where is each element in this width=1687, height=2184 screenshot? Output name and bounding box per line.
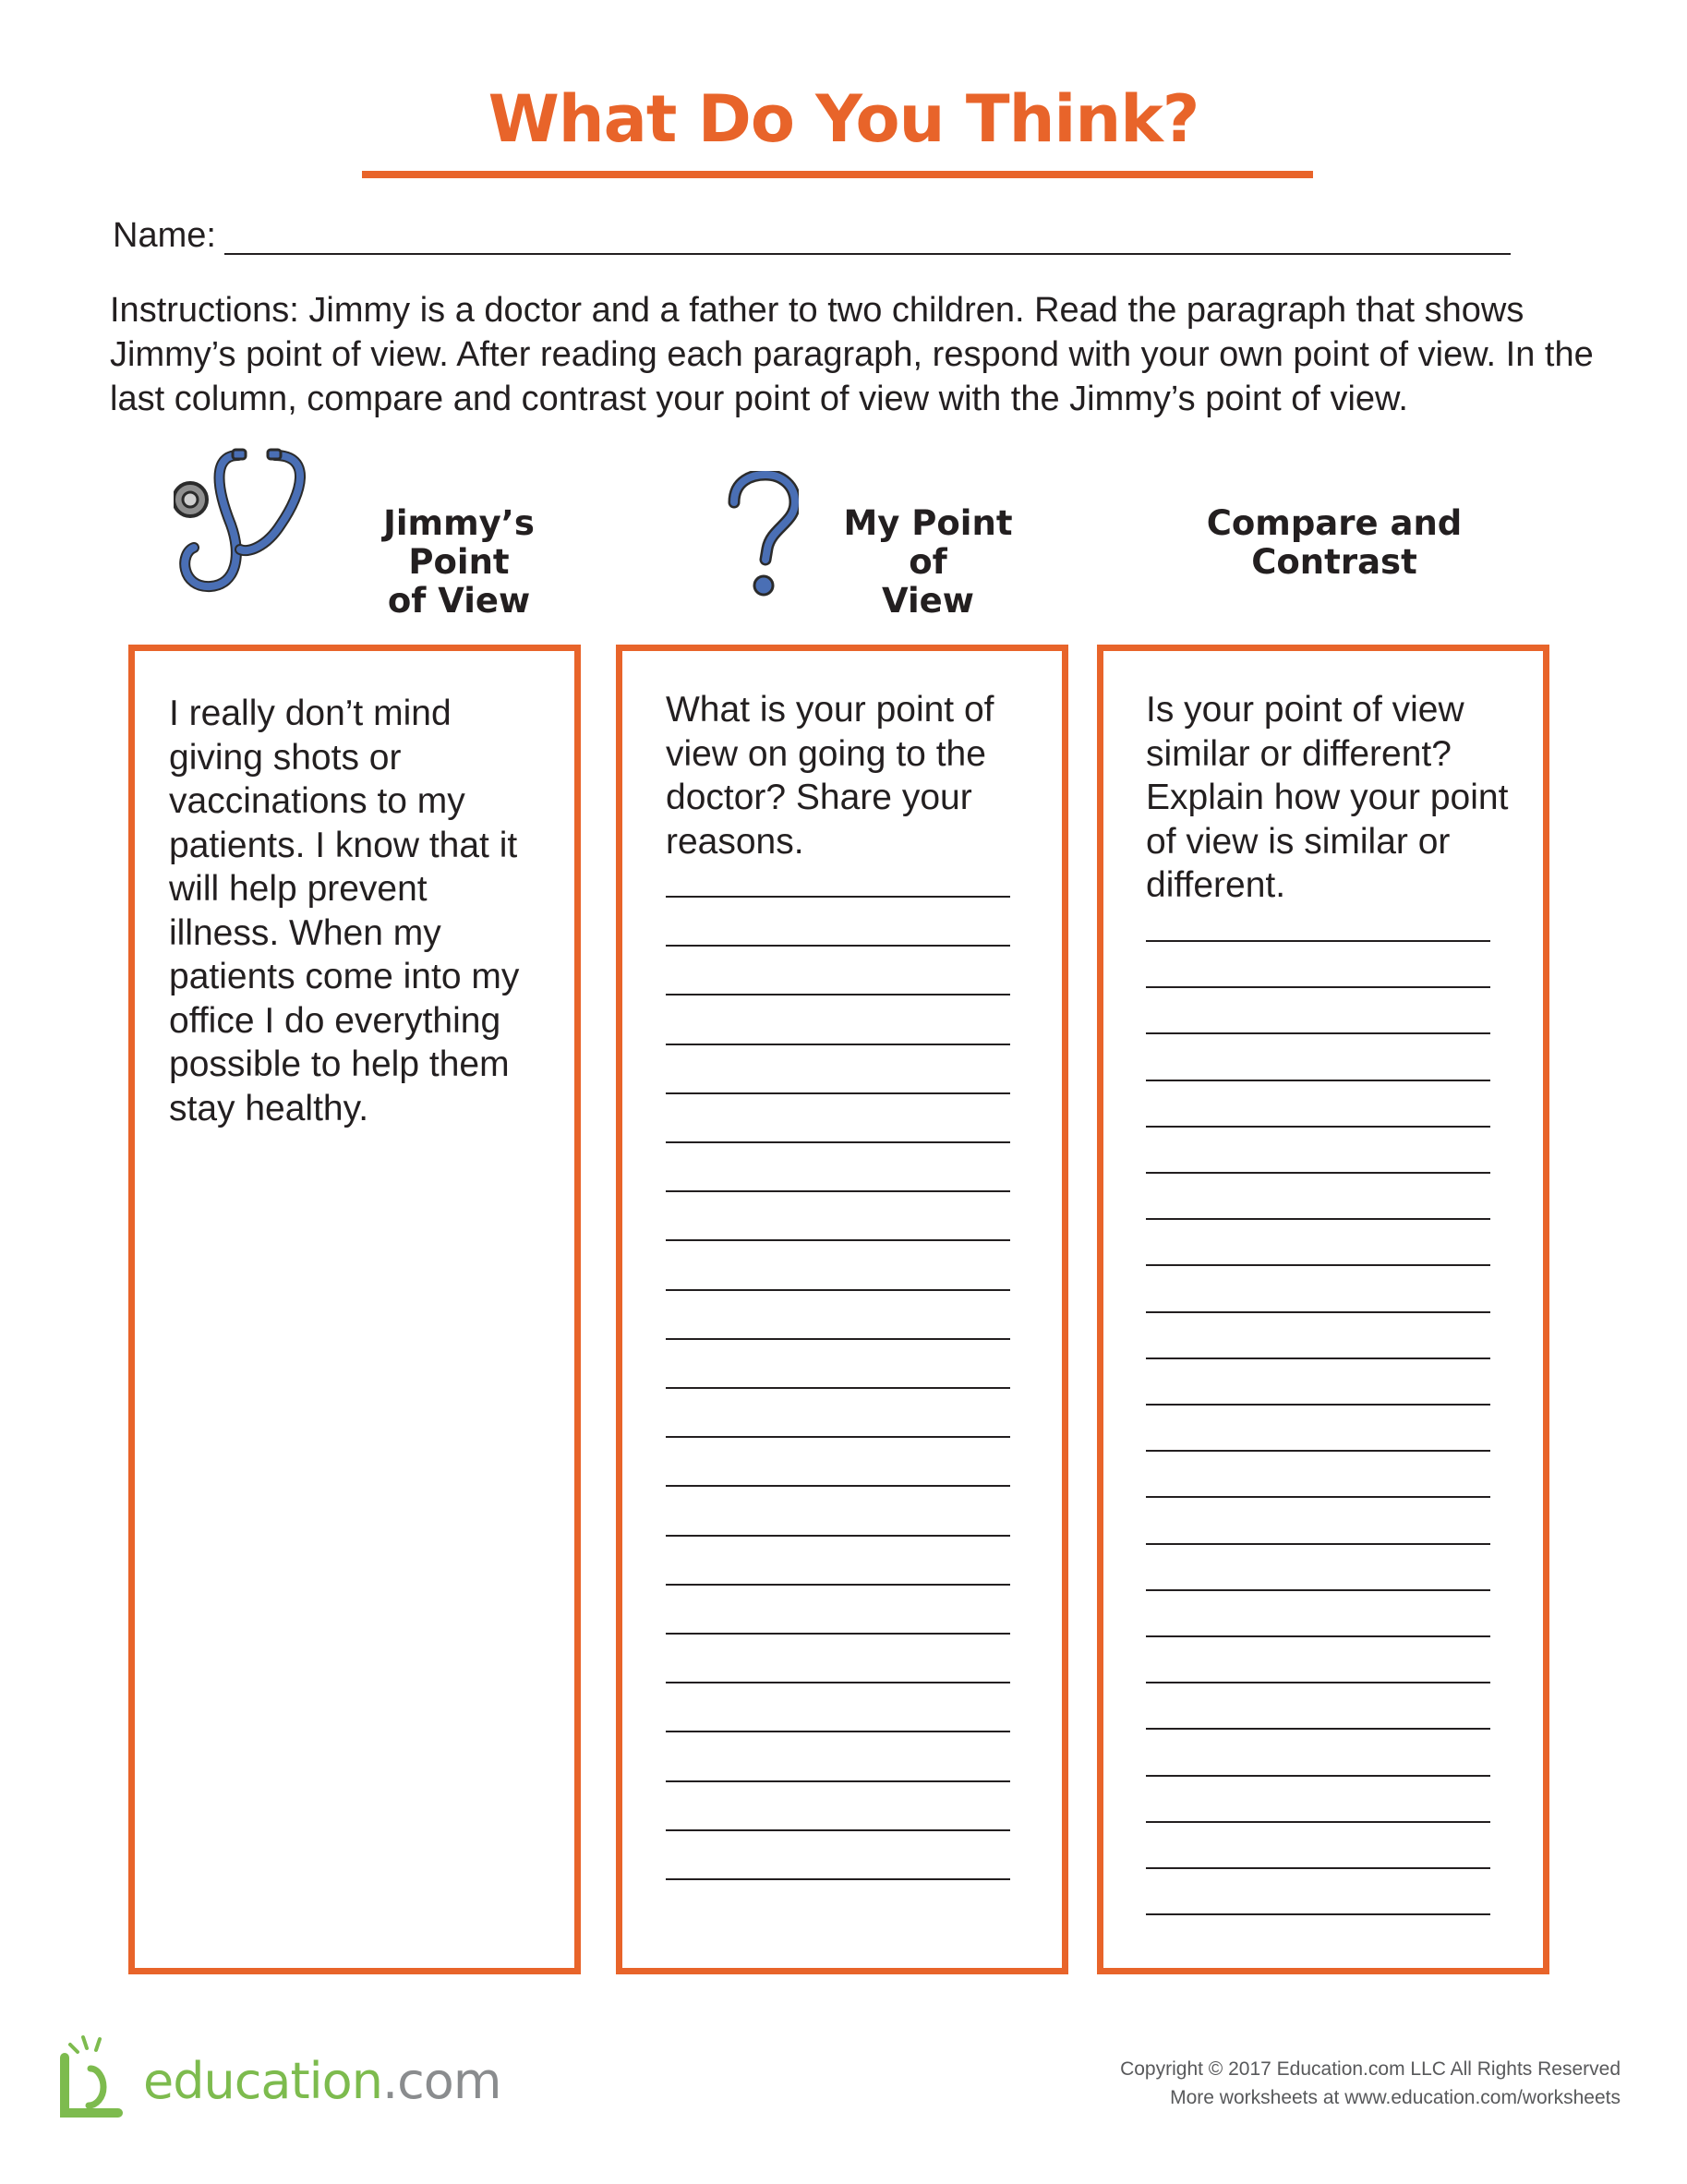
writing-line[interactable] — [1146, 1589, 1490, 1591]
writing-line[interactable] — [1146, 1264, 1490, 1266]
writing-line[interactable] — [1146, 1032, 1490, 1034]
column-heading-mine: My Point of View — [843, 503, 1013, 621]
stethoscope-icon — [174, 446, 331, 608]
writing-line[interactable] — [1146, 1913, 1490, 1915]
question-mark-icon — [725, 471, 799, 605]
writing-line[interactable] — [666, 1190, 1010, 1192]
writing-line[interactable] — [1146, 1682, 1490, 1683]
writing-line[interactable] — [666, 1731, 1010, 1732]
compare-writing-lines[interactable] — [1146, 940, 1490, 1956]
column-heading-jimmy: Jimmy’s Point of View — [383, 503, 535, 621]
instructions: Instructions: Jimmy is a doctor and a father to two children. Read the paragraph that shows Jimmy’s point of view. After reading each paragraph, respond with your own point of view. In the last column, compare and contrast your point of view with the Jimmy’s point of view. — [110, 291, 1594, 418]
writing-line[interactable] — [666, 1878, 1010, 1880]
writing-line[interactable] — [1146, 1728, 1490, 1730]
jimmy-view-box — [128, 645, 581, 1974]
writing-line[interactable] — [1146, 1821, 1490, 1823]
writing-line[interactable] — [1146, 1404, 1490, 1406]
writing-line[interactable] — [666, 1780, 1010, 1782]
writing-line[interactable] — [1146, 1311, 1490, 1313]
compare-box — [1097, 645, 1549, 1974]
writing-line[interactable] — [666, 1682, 1010, 1683]
writing-line[interactable] — [1146, 1450, 1490, 1452]
name-label: Name: — [113, 216, 216, 255]
writing-line[interactable] — [666, 896, 1010, 898]
writing-line[interactable] — [666, 1044, 1010, 1045]
writing-line[interactable] — [1146, 1357, 1490, 1359]
more-worksheets-line: More worksheets at www.education.com/worksheets — [1170, 2087, 1621, 2108]
writing-line[interactable] — [666, 945, 1010, 947]
writing-line[interactable] — [666, 994, 1010, 995]
writing-line[interactable] — [666, 1092, 1010, 1094]
my-view-writing-lines[interactable] — [666, 896, 1010, 1912]
writing-line[interactable] — [666, 1584, 1010, 1586]
copyright-line: Copyright © 2017 Education.com LLC All Rights Reserved — [1120, 2058, 1621, 2080]
writing-line[interactable] — [666, 1338, 1010, 1340]
writing-line[interactable] — [1146, 1496, 1490, 1498]
writing-line[interactable] — [666, 1289, 1010, 1291]
writing-line[interactable] — [1146, 1126, 1490, 1128]
writing-line[interactable] — [1146, 1543, 1490, 1545]
writing-line[interactable] — [666, 1535, 1010, 1537]
writing-line[interactable] — [1146, 940, 1490, 942]
education-logo-icon — [54, 2032, 146, 2129]
my-view-box — [616, 645, 1068, 1974]
my-view-prompt: What is your point of view on going to the doctor? Share your reasons. — [666, 690, 994, 862]
writing-line[interactable] — [666, 1436, 1010, 1438]
writing-line[interactable] — [666, 1829, 1010, 1831]
writing-line[interactable] — [666, 1387, 1010, 1389]
jimmy-view-text: I really don’t mind giving shots or vaccinations to my patients. I know that it will help prevent illness. When my patients come into my office I do everything possible to help them stay healthy. — [169, 694, 520, 1128]
writing-line[interactable] — [666, 1239, 1010, 1241]
copyright-notice — [1120, 2055, 1621, 2112]
writing-line[interactable] — [1146, 1635, 1490, 1637]
writing-line[interactable] — [666, 1633, 1010, 1635]
writing-line[interactable] — [666, 1141, 1010, 1143]
writing-line[interactable] — [1146, 1080, 1490, 1081]
writing-line[interactable] — [1146, 1867, 1490, 1869]
title-underline — [362, 171, 1313, 178]
education-logo-text: education.com — [143, 2052, 501, 2110]
writing-line[interactable] — [1146, 986, 1490, 988]
name-field-line[interactable] — [224, 253, 1511, 255]
writing-line[interactable] — [1146, 1172, 1490, 1174]
writing-line[interactable] — [666, 1485, 1010, 1487]
writing-line[interactable] — [1146, 1775, 1490, 1777]
worksheet-title: What Do You Think? — [488, 81, 1199, 157]
column-heading-compare: Compare and Contrast — [1206, 503, 1463, 582]
writing-line[interactable] — [1146, 1218, 1490, 1220]
compare-prompt: Is your point of view similar or different? Explain how your point of view is similar or different. — [1146, 690, 1509, 905]
